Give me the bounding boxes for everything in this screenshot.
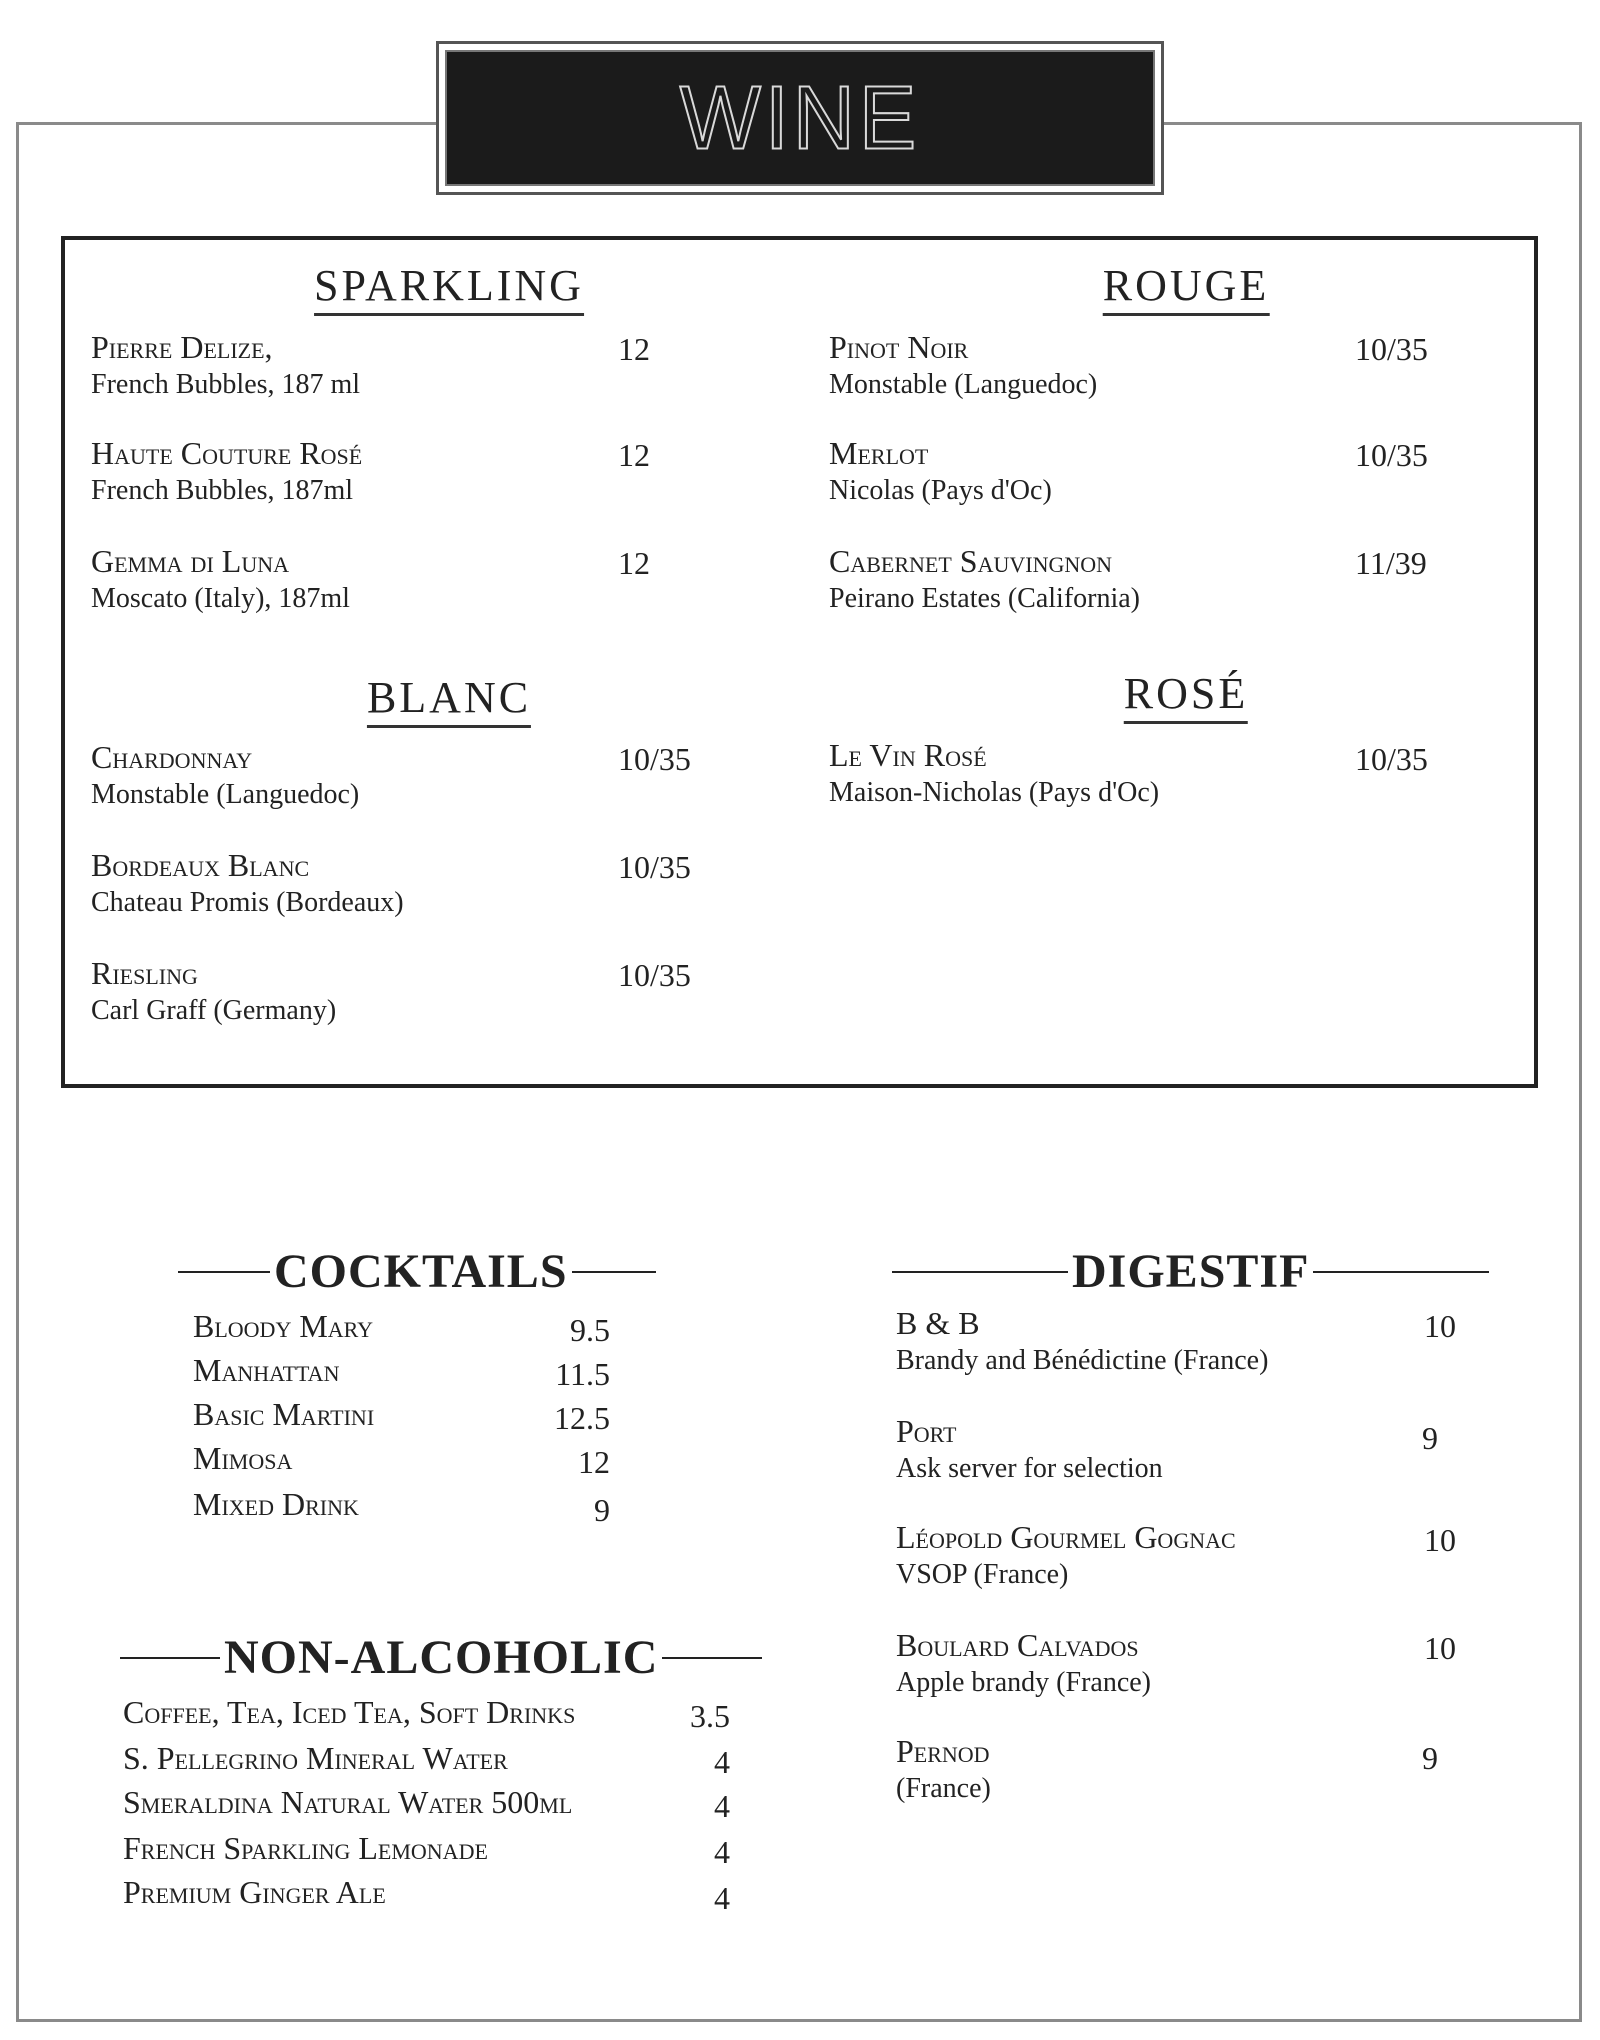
item-desc: Chateau Promis (Bordeaux) bbox=[91, 887, 404, 918]
item-price: 10/35 bbox=[1355, 331, 1428, 367]
list-item bbox=[896, 1732, 991, 1808]
list-item: Basic Martini bbox=[193, 1396, 375, 1432]
item-price: 9 bbox=[1422, 1420, 1438, 1456]
item-desc: Ask server for selection bbox=[896, 1453, 1163, 1484]
item-price: 12 bbox=[578, 1444, 610, 1480]
list-item: Mimosa bbox=[193, 1440, 293, 1476]
item-desc: Carl Graff (Germany) bbox=[91, 995, 337, 1026]
list-item bbox=[896, 1518, 1236, 1594]
item-name: Chardonnay bbox=[91, 739, 253, 775]
list-item bbox=[829, 328, 1097, 404]
heading-rule-left bbox=[120, 1657, 220, 1659]
item-name: Cabernet Sauvingnon bbox=[829, 543, 1113, 579]
rose-heading bbox=[1124, 668, 1248, 724]
item-desc: (France) bbox=[896, 1773, 991, 1804]
item-desc: Peirano Estates (California) bbox=[829, 583, 1141, 614]
list-item bbox=[829, 434, 1052, 510]
heading-rule-right bbox=[662, 1657, 762, 1659]
item-desc: Apple brandy (France) bbox=[896, 1667, 1152, 1698]
wine-banner-inner bbox=[445, 50, 1155, 186]
item-price: 4 bbox=[714, 1880, 730, 1916]
heading-rule-right bbox=[1313, 1271, 1489, 1273]
wine-banner bbox=[436, 41, 1164, 195]
list-item: Mixed Drink bbox=[193, 1486, 359, 1522]
rose-heading-underline bbox=[1124, 721, 1248, 724]
sparkling-heading-text: SPARKLING bbox=[314, 261, 584, 310]
item-price: 9.5 bbox=[570, 1312, 610, 1348]
wine-banner-title: WINE bbox=[679, 67, 921, 168]
heading-rule-left bbox=[178, 1271, 270, 1273]
list-item: Bloody Mary bbox=[193, 1308, 374, 1344]
wine-list-box bbox=[61, 236, 1538, 1088]
non-alcoholic-heading-text: NON-ALCOHOLIC bbox=[224, 1631, 659, 1684]
item-name: Port bbox=[896, 1413, 957, 1449]
list-item: Premium Ginger Ale bbox=[123, 1874, 386, 1910]
item-name: Pierre Delize, bbox=[91, 329, 273, 365]
item-price: 10/35 bbox=[618, 957, 691, 993]
item-name: Léopold Gourmel Gognac bbox=[896, 1519, 1236, 1555]
list-item bbox=[91, 954, 336, 1030]
item-price: 10 bbox=[1424, 1308, 1456, 1344]
cocktails-heading-text: COCKTAILS bbox=[274, 1245, 568, 1298]
blanc-heading-underline bbox=[367, 725, 531, 728]
list-item bbox=[91, 738, 359, 814]
item-price: 12 bbox=[618, 437, 650, 473]
item-desc: Brandy and Bénédictine (France) bbox=[896, 1345, 1269, 1376]
item-name: Le Vin Rosé bbox=[829, 737, 987, 773]
item-desc: Moscato (Italy), 187ml bbox=[91, 583, 350, 614]
item-price: 4 bbox=[714, 1744, 730, 1780]
list-item bbox=[896, 1626, 1151, 1702]
item-name: Pernod bbox=[896, 1733, 990, 1769]
list-item bbox=[896, 1304, 1268, 1380]
list-item: Smeraldina Natural Water 500ml bbox=[123, 1784, 573, 1820]
list-item bbox=[91, 328, 360, 404]
list-item: French Sparkling Lemonade bbox=[123, 1830, 488, 1866]
item-name: Bordeaux Blanc bbox=[91, 847, 310, 883]
item-price: 4 bbox=[714, 1788, 730, 1824]
item-price: 3.5 bbox=[690, 1698, 730, 1734]
item-desc: French Bubbles, 187ml bbox=[91, 475, 354, 506]
item-price: 11.5 bbox=[555, 1356, 610, 1392]
list-item bbox=[91, 434, 362, 510]
item-price: 9 bbox=[1422, 1740, 1438, 1776]
sparkling-heading bbox=[314, 260, 584, 316]
item-desc: French Bubbles, 187 ml bbox=[91, 369, 361, 400]
item-name: B & B bbox=[896, 1305, 980, 1341]
rouge-heading-underline bbox=[1103, 313, 1270, 316]
digestif-heading-text: DIGESTIF bbox=[1072, 1245, 1310, 1298]
list-item: Coffee, Tea, Iced Tea, Soft Drinks bbox=[123, 1694, 576, 1730]
item-price: 12 bbox=[618, 545, 650, 581]
list-item bbox=[896, 1412, 1163, 1488]
list-item: S. Pellegrino Mineral Water bbox=[123, 1740, 508, 1776]
item-name: Riesling bbox=[91, 955, 198, 991]
item-price: 10/35 bbox=[618, 849, 691, 885]
item-name: Haute Couture Rosé bbox=[91, 435, 363, 471]
list-item: Manhattan bbox=[193, 1352, 340, 1388]
item-desc: Maison-Nicholas (Pays d'Oc) bbox=[829, 777, 1160, 808]
item-desc: Monstable (Languedoc) bbox=[829, 369, 1098, 400]
item-name: Gemma di Luna bbox=[91, 543, 289, 579]
item-price: 11/39 bbox=[1355, 545, 1427, 581]
non-alcoholic-heading bbox=[120, 1630, 762, 1685]
item-price: 10 bbox=[1424, 1522, 1456, 1558]
item-name: Merlot bbox=[829, 435, 929, 471]
item-price: 10 bbox=[1424, 1630, 1456, 1666]
heading-rule-left bbox=[892, 1271, 1068, 1273]
item-name: Boulard Calvados bbox=[896, 1627, 1139, 1663]
item-name: Pinot Noir bbox=[829, 329, 969, 365]
item-price: 10/35 bbox=[1355, 437, 1428, 473]
list-item bbox=[91, 846, 404, 922]
digestif-heading bbox=[892, 1244, 1489, 1299]
item-price: 12 bbox=[618, 331, 650, 367]
rouge-heading-text: ROUGE bbox=[1102, 261, 1270, 310]
item-price: 9 bbox=[594, 1492, 610, 1528]
rose-heading-text: ROSÉ bbox=[1123, 669, 1249, 718]
list-item bbox=[91, 542, 350, 618]
item-desc: Nicolas (Pays d'Oc) bbox=[829, 475, 1052, 506]
item-price: 10/35 bbox=[618, 741, 691, 777]
item-price: 10/35 bbox=[1355, 741, 1428, 777]
rouge-heading bbox=[1103, 260, 1270, 316]
item-desc: VSOP (France) bbox=[896, 1559, 1069, 1590]
blanc-heading-text: BLANC bbox=[366, 673, 532, 722]
cocktails-heading bbox=[178, 1244, 656, 1299]
item-price: 4 bbox=[714, 1834, 730, 1870]
item-desc: Monstable (Languedoc) bbox=[91, 779, 360, 810]
list-item bbox=[829, 736, 1159, 812]
blanc-heading bbox=[367, 672, 531, 728]
list-item bbox=[829, 542, 1140, 618]
sparkling-heading-underline bbox=[314, 313, 584, 316]
item-price: 12.5 bbox=[554, 1400, 610, 1436]
heading-rule-right bbox=[572, 1271, 656, 1273]
